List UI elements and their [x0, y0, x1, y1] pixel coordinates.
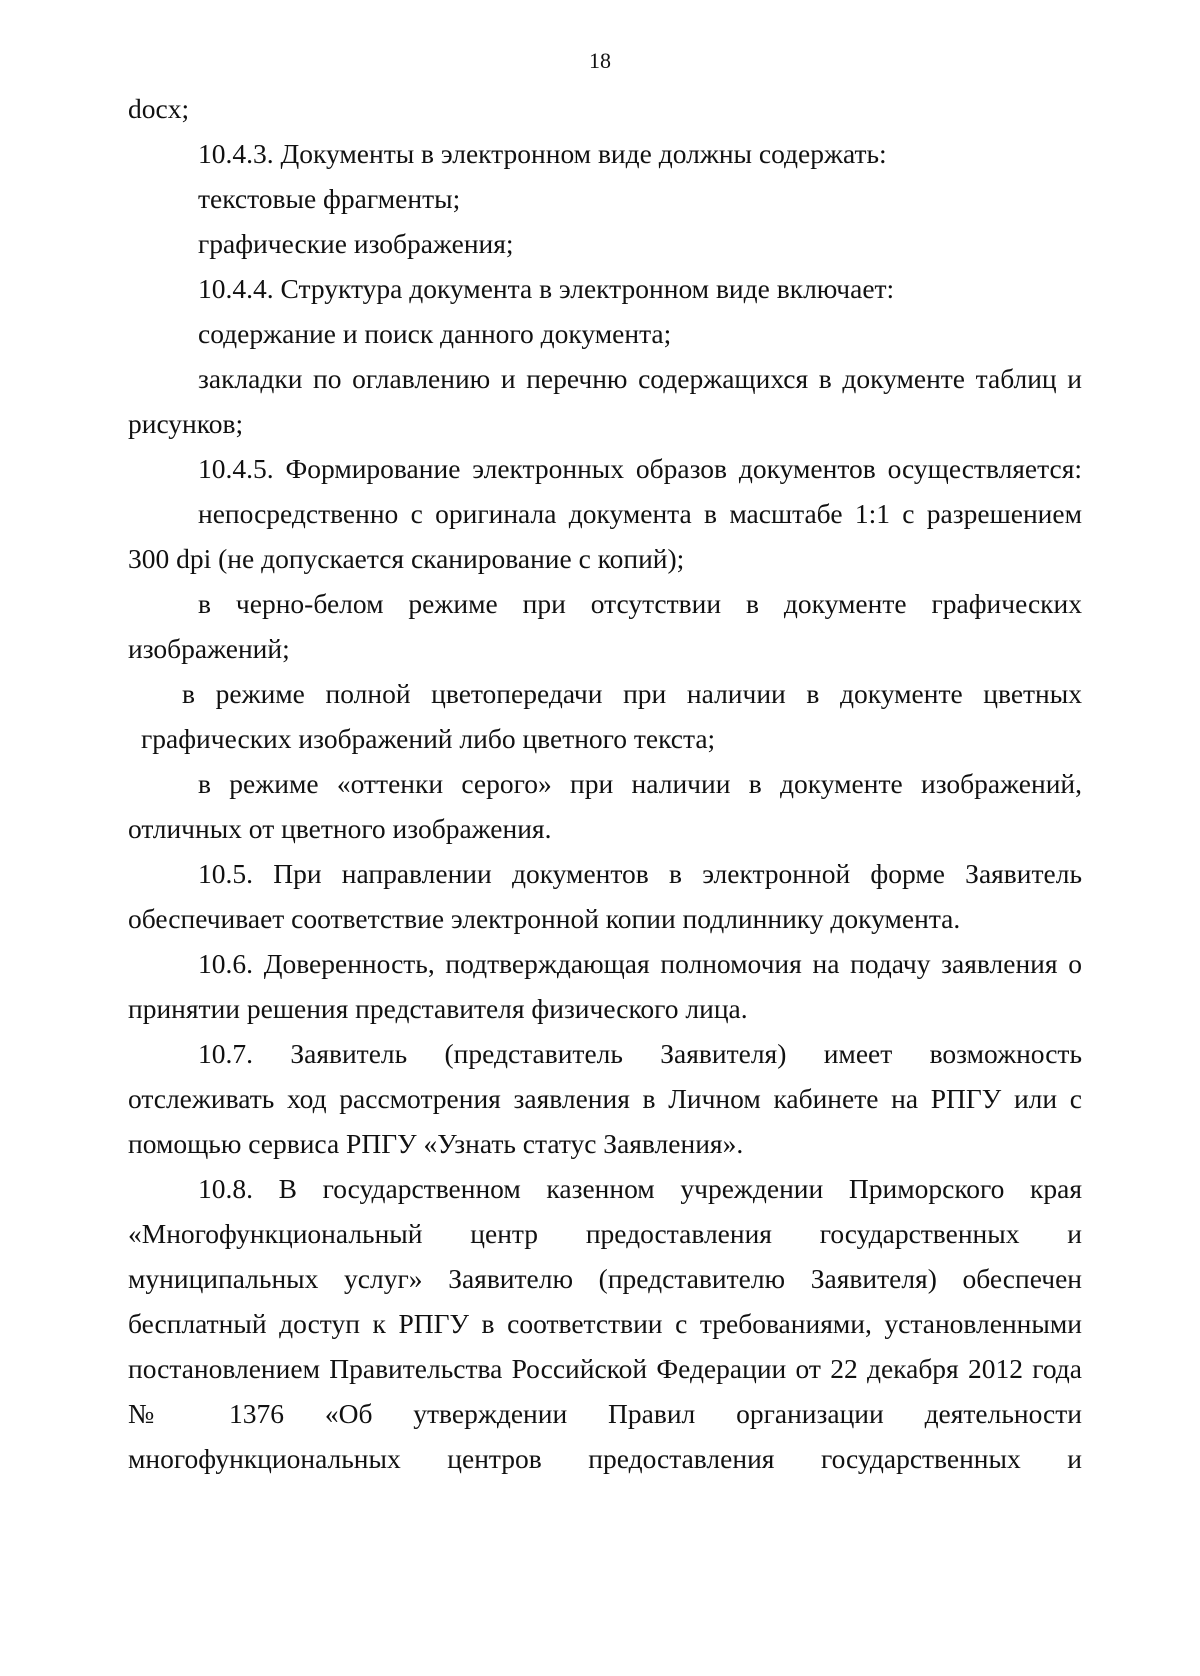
text-line: закладки по оглавлению и перечню содержащихся в документе таблиц и	[198, 363, 1082, 394]
text-line: содержание и поиск данного документа;	[198, 318, 672, 349]
text-line: бесплатный доступ к РПГУ в соответствии с требованиями, установленными	[128, 1308, 1082, 1339]
text-line: текстовые фрагменты;	[198, 183, 461, 214]
text-line: графических изображений либо цветного текста;	[141, 723, 716, 754]
text-line: 10.6. Доверенность, подтверждающая полномочия на подачу заявления о	[198, 948, 1082, 979]
text-line: муниципальных услуг» Заявителю (представителю Заявителя) обеспечен	[128, 1263, 1082, 1294]
text-line: docx;	[128, 93, 190, 124]
text-line: помощью сервиса РПГУ «Узнать статус Заявления».	[128, 1128, 744, 1159]
page-number: 18	[589, 48, 611, 73]
text-line: в черно-белом режиме при отсутствии в документе графических	[198, 588, 1082, 619]
text-line: отслеживать ход рассмотрения заявления в Личном кабинете на РПГУ или с	[128, 1083, 1082, 1114]
text-line: 10.7. Заявитель (представитель Заявителя) имеет возможность	[198, 1038, 1082, 1069]
text-line: 10.4.5. Формирование электронных образов документов осуществляется:	[198, 453, 1082, 484]
text-line: графические изображения;	[198, 228, 514, 259]
text-line: 300 dpi (не допускается сканирование с копий);	[128, 543, 685, 574]
text-line: постановлением Правительства Российской Федерации от 22 декабря 2012 года	[128, 1353, 1082, 1384]
text-line: 10.4.4. Структура документа в электронном виде включает:	[198, 273, 895, 304]
text-line: 10.8. В государственном казенном учреждении Приморского края	[198, 1173, 1082, 1204]
text-line: изображений;	[128, 633, 290, 664]
text-line: 10.4.3. Документы в электронном виде должны содержать:	[198, 138, 887, 169]
text-line: многофункциональных центров предоставления государственных и	[128, 1443, 1082, 1474]
text-line: рисунков;	[128, 408, 244, 439]
text-line: принятии решения представителя физического лица.	[128, 993, 748, 1024]
text-line: непосредственно с оригинала документа в масштабе 1:1 с разрешением	[198, 498, 1082, 529]
text-line: № 1376 «Об утверждении Правил организации деятельности	[128, 1398, 1082, 1429]
text-line: 10.5. При направлении документов в электронной форме Заявитель	[198, 858, 1082, 889]
text-line: в режиме «оттенки серого» при наличии в документе изображений,	[198, 768, 1082, 799]
text-line: отличных от цветного изображения.	[128, 813, 552, 844]
text-line: в режиме полной цветопередачи при наличии в документе цветных	[182, 678, 1082, 709]
text-line: «Многофункциональный центр предоставления государственных и	[128, 1218, 1082, 1249]
text-line: обеспечивает соответствие электронной копии подлиннику документа.	[128, 903, 961, 934]
